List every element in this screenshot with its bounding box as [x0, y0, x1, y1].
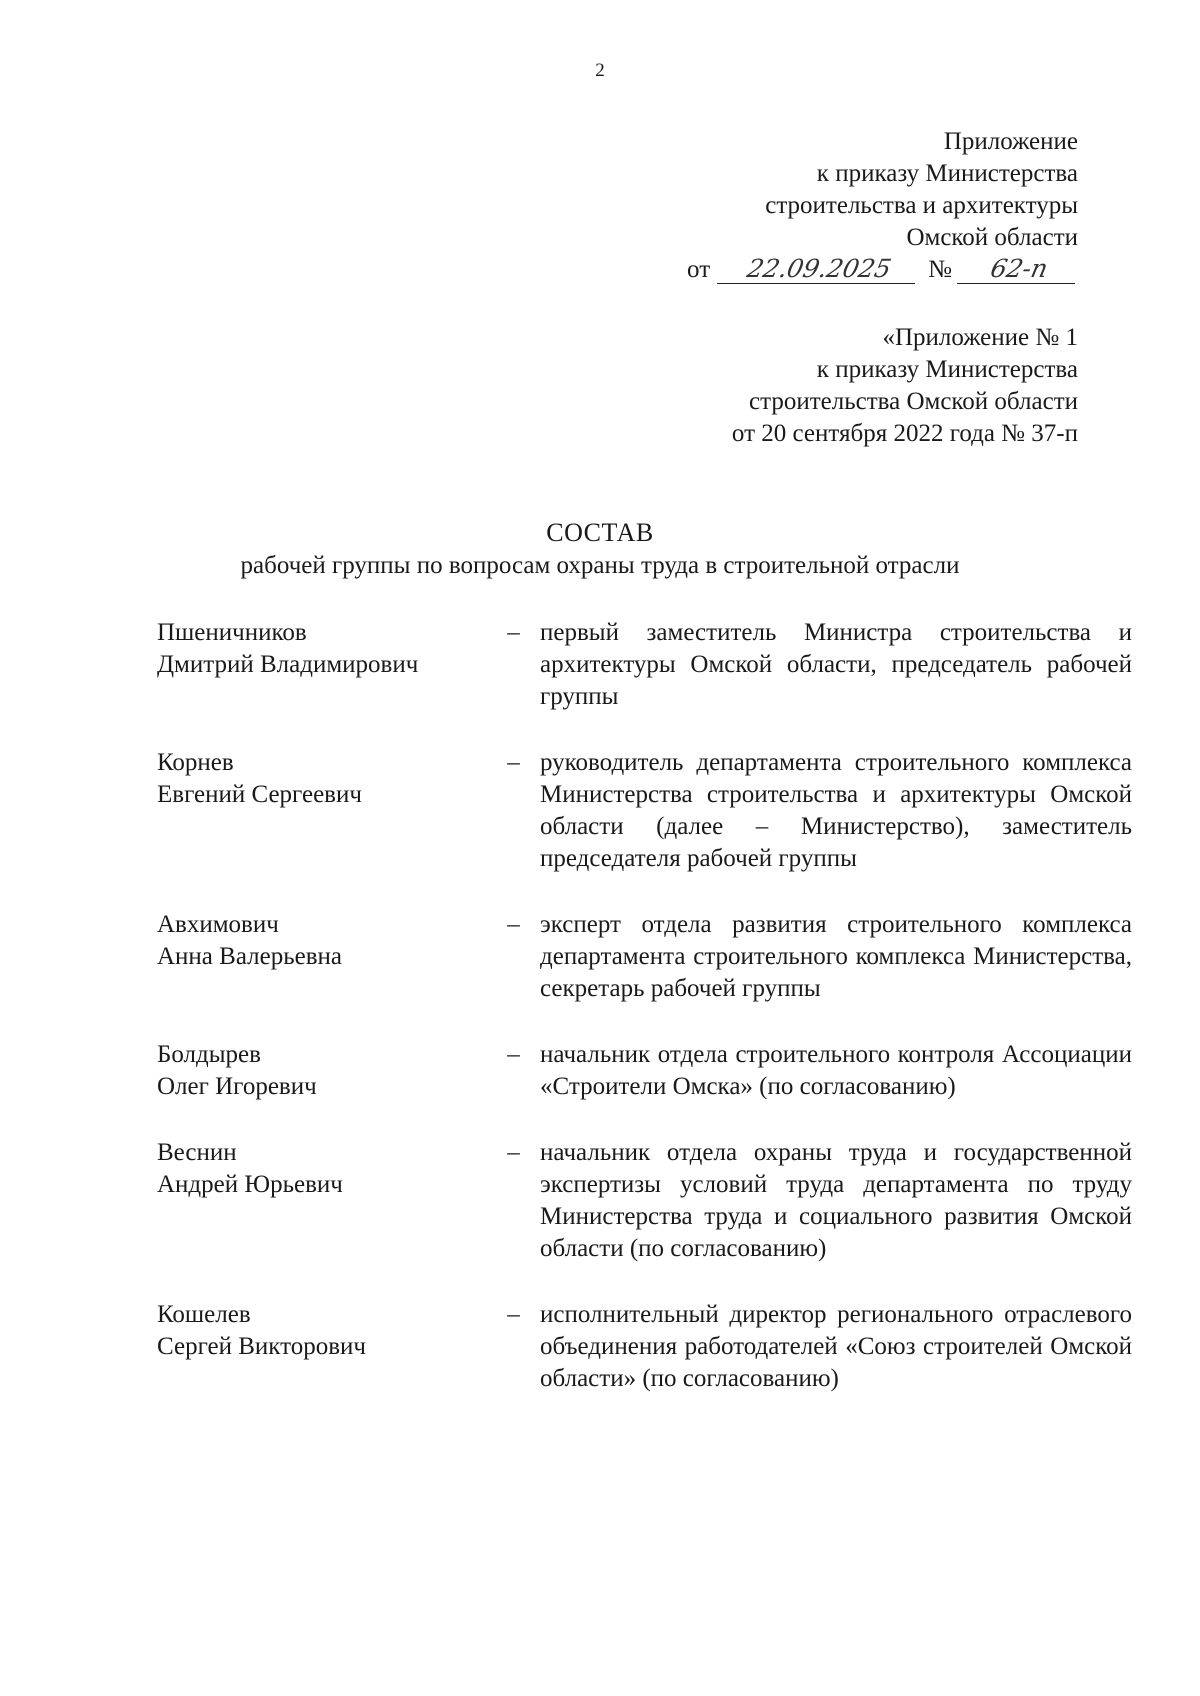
- member-entry: [157, 909, 1132, 1005]
- members-list: [157, 617, 1132, 1395]
- member-name: [157, 747, 487, 875]
- member-role: начальник отдела строительного контроля Ассоциации «Строители Омска» (по согласованию): [540, 1041, 1132, 1100]
- member-dash: –: [507, 1301, 520, 1328]
- title-main: СОСТАВ: [546, 518, 654, 547]
- member-dash: –: [507, 911, 520, 938]
- member-name: [157, 909, 487, 1005]
- member-entry: [157, 1137, 1132, 1265]
- page-number: 2: [595, 60, 605, 81]
- member-name: [157, 1039, 487, 1103]
- previous-appendix-header: [732, 322, 1078, 450]
- member-role: исполнительный директор регионального отраслевого объединения работодателей «Союз строителей Омской области» (по согласованию): [540, 1301, 1132, 1392]
- appendix-line: Приложение: [943, 128, 1078, 155]
- member-surname: Авхимович: [157, 911, 279, 938]
- member-role: начальник отдела охраны труда и государственной экспертизы условий труда департамента по труду Министерства труда и социального развития Омской области (по согласованию): [540, 1139, 1132, 1262]
- appendix-line: строительства и архитектуры: [765, 192, 1078, 219]
- member-surname: Корнев: [157, 749, 234, 776]
- member-entry: [157, 747, 1132, 875]
- member-role: эксперт отдела развития строительного комплекса департамента строительного комплекса Министерства, секретарь рабочей группы: [540, 911, 1132, 1002]
- member-role: руководитель департамента строительного комплекса Министерства строительства и архитектуры Омской области (далее – Министерство), заместитель председателя рабочей группы: [540, 749, 1132, 872]
- member-entry: [157, 1039, 1132, 1103]
- member-given-names: Дмитрий Владимирович: [157, 651, 419, 678]
- handwritten-order-number: 62-п: [957, 255, 1081, 284]
- previous-appendix-line: строительства Омской области: [749, 388, 1078, 415]
- member-given-names: Анна Валерьевна: [157, 943, 342, 970]
- member-name: [157, 617, 487, 713]
- member-entry: [157, 1299, 1132, 1395]
- previous-appendix-line: от 20 сентября 2022 года № 37-п: [731, 420, 1078, 447]
- member-given-names: Олег Игоревич: [157, 1073, 317, 1100]
- date-prefix: от: [687, 256, 711, 283]
- member-given-names: Сергей Викторович: [157, 1333, 366, 1360]
- member-name: [157, 1299, 487, 1395]
- member-surname: Пшеничников: [157, 619, 307, 646]
- member-surname: Кошелев: [157, 1301, 251, 1328]
- member-given-names: Андрей Юрьевич: [157, 1171, 343, 1198]
- appendix-header: [687, 126, 1078, 286]
- member-surname: Болдырев: [157, 1041, 261, 1068]
- appendix-line: Омской области: [906, 224, 1078, 251]
- order-date-line: [687, 254, 1078, 286]
- previous-appendix-line: «Приложение № 1: [882, 324, 1078, 351]
- previous-appendix-line: к приказу Министерства: [816, 356, 1078, 383]
- member-dash: –: [507, 1041, 520, 1068]
- title-subtitle: рабочей группы по вопросам охраны труда в строительной отрасли: [240, 552, 960, 579]
- member-dash: –: [507, 749, 520, 776]
- appendix-line: к приказу Министерства: [816, 160, 1078, 187]
- member-dash: –: [507, 619, 520, 646]
- member-entry: [157, 617, 1132, 713]
- member-surname: Веснин: [157, 1139, 237, 1166]
- member-name: [157, 1137, 487, 1265]
- handwritten-date: 22.09.2025: [717, 255, 921, 284]
- document-title: [0, 516, 1200, 582]
- member-role: первый заместитель Министра строительства и архитектуры Омской области, председатель рабочей группы: [540, 619, 1132, 710]
- member-given-names: Евгений Сергеевич: [157, 781, 362, 808]
- number-sign: №: [928, 256, 952, 283]
- member-dash: –: [507, 1139, 520, 1166]
